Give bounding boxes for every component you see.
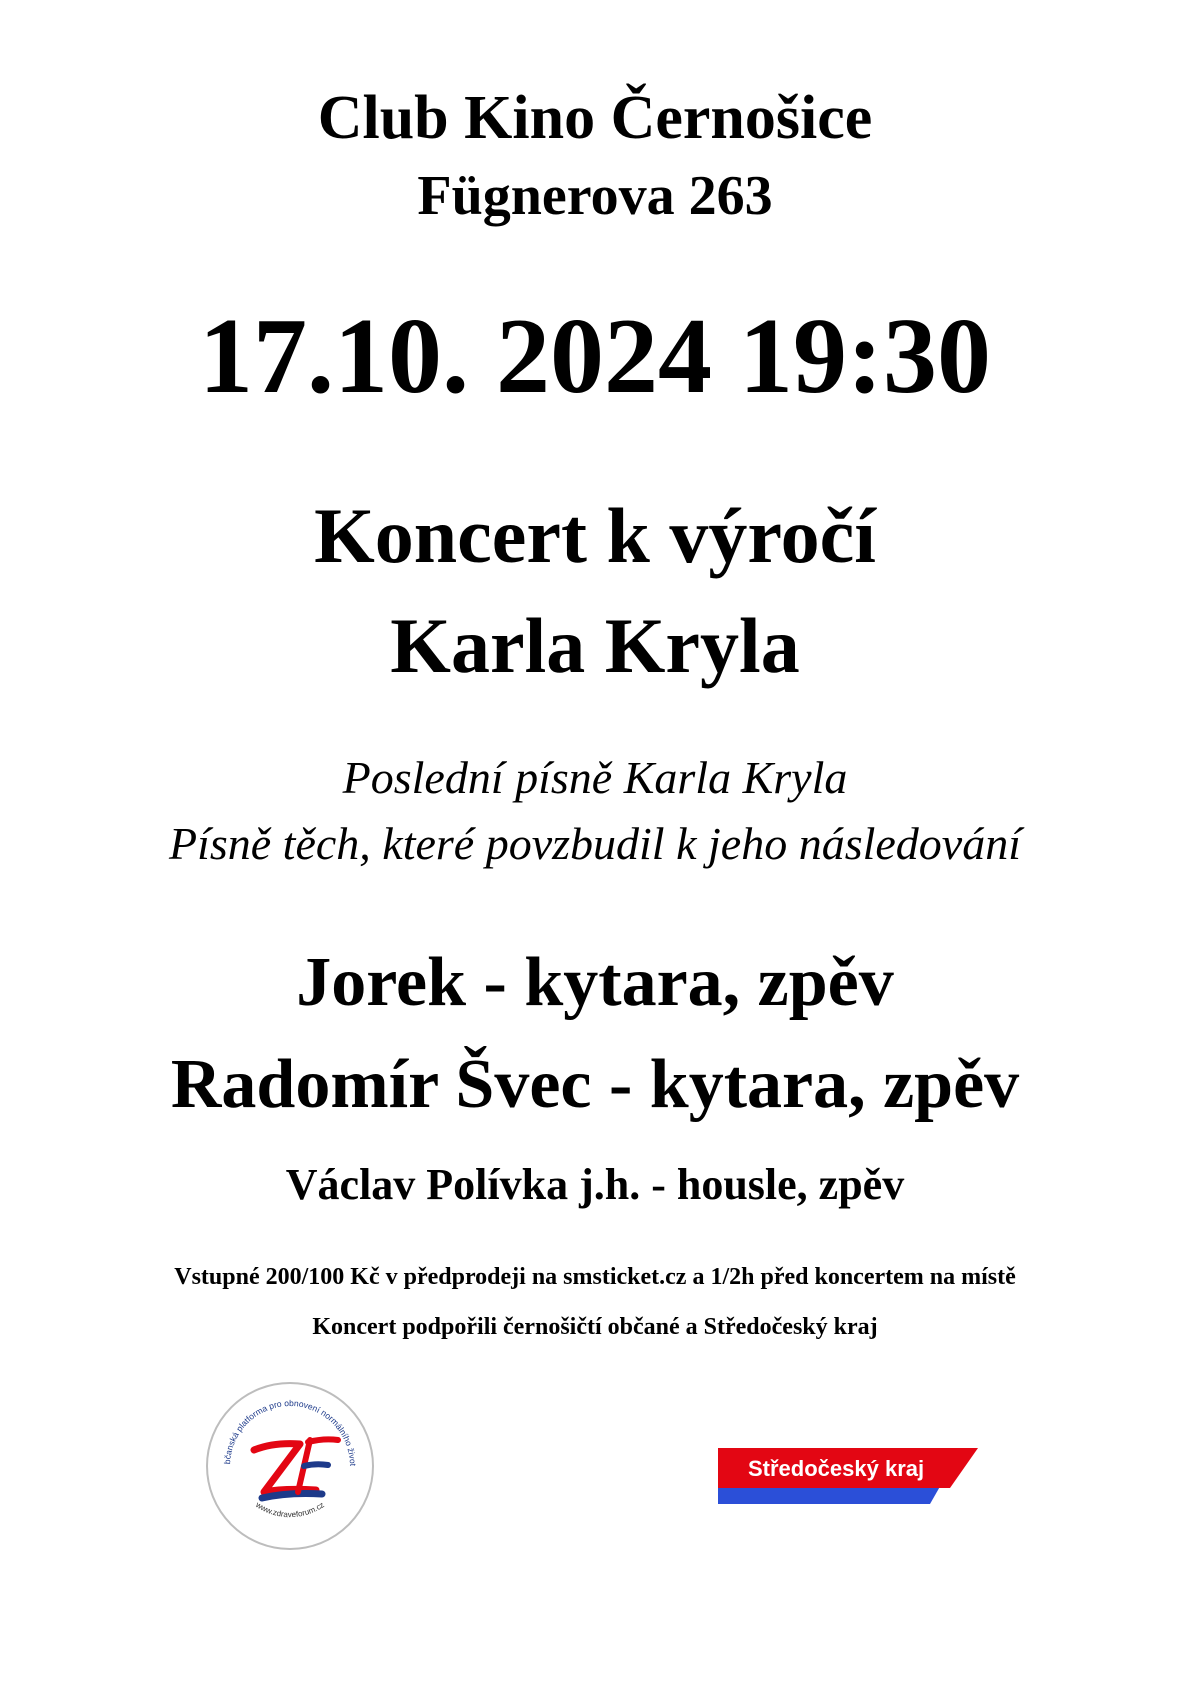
performer-2: Radomír Švec - kytara, zpěv (170, 1046, 1020, 1123)
event-datetime: 17.10. 2024 19:30 (199, 297, 991, 416)
zf-logo-url: www.zdraveforum.cz (254, 1500, 326, 1520)
performer-1: Jorek - kytara, zpěv (296, 944, 894, 1021)
zf-f-top (308, 1439, 338, 1442)
subtitle-line-2: Písně těch, které povzbudil k jeho následování (168, 818, 1022, 869)
stredocesky-kraj-logo (718, 1448, 978, 1504)
zf-f-middle (304, 1464, 328, 1466)
performer-3: Václav Polívka j.h. - housle, zpěv (285, 1160, 905, 1209)
sk-logo-graphic (718, 1448, 978, 1504)
event-title-line-2: Karla Kryla (390, 602, 800, 689)
venue-name: Club Kino Černošice (317, 84, 873, 152)
admission-info: Vstupné 200/100 Kč v předprodeji na smsticket.cz a 1/2h před koncertem na místě (174, 1264, 1016, 1290)
subtitle-line-1: Poslední písně Karla Kryla (342, 752, 848, 803)
support-info: Koncert podpořili černošičtí občané a Středočeský kraj (312, 1314, 878, 1340)
zf-logo-graphic (204, 1380, 376, 1552)
event-title-line-1: Koncert k výročí (314, 492, 876, 579)
zf-logo-arc-text: bčanská platforma pro obnovení normálního život (221, 1397, 359, 1467)
zdrave-forum-logo (204, 1380, 376, 1552)
venue-address: Fügnerova 263 (417, 165, 773, 227)
sk-logo-label: Středočeský kraj (748, 1456, 925, 1481)
